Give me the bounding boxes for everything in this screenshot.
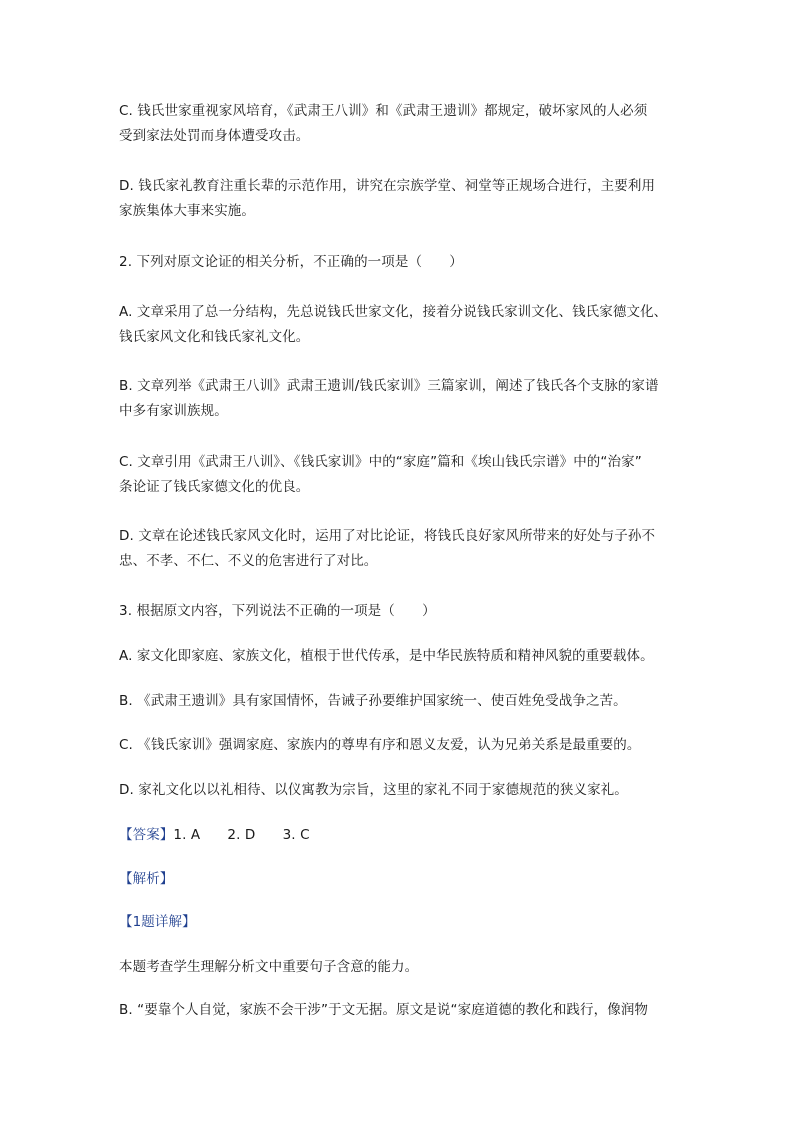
text-line: C. 《钱氏家训》强调家庭、家族内的尊卑有序和恩义友爱，认为兄弟关系是最重要的。	[119, 737, 641, 753]
detail-label: 1题详解	[132, 914, 183, 930]
text-line	[119, 823, 679, 848]
analysis-bracket-open: 【	[119, 871, 133, 887]
text-line	[119, 910, 679, 935]
text-line: B. “要靠个人自觉，家族不会干涉”于文无据。原文是说“家庭道德的教化和践行，像润物	[119, 1002, 649, 1018]
answer-line	[119, 823, 679, 848]
answer-text: 1. A 2. D 3. C	[173, 827, 310, 843]
analysis-option-b	[119, 998, 679, 1023]
q1-option-d	[119, 174, 679, 224]
text-line: 2. 下列对原文论证的相关分析，不正确的一项是（ ）	[119, 254, 463, 270]
text-line: 钱氏家风文化和钱氏家礼文化。	[119, 329, 310, 345]
answer-bracket-open: 【	[119, 827, 133, 843]
text-line: A. 家文化即家庭、家族文化，植根于世代传承，是中华民族特质和精神风貌的重要载体。	[119, 648, 654, 664]
q2-option-a	[119, 300, 679, 350]
answer-bracket-close: 】	[159, 827, 174, 843]
detail-bracket-open: 【	[119, 914, 133, 930]
text-line: D. 家礼文化以以礼相待、以仪寓教为宗旨，这里的家礼不同于家德规范的狭义家礼。	[119, 782, 628, 798]
analysis-heading	[119, 867, 679, 892]
text-line: 3. 根据原文内容，下列说法不正确的一项是（ ）	[119, 603, 436, 619]
q2-option-c	[119, 450, 679, 500]
analysis-bracket-close: 】	[159, 871, 174, 887]
q3-option-d	[119, 778, 679, 803]
text-line: 忠、不孝、不仁、不义的危害进行了对比。	[119, 553, 378, 569]
text-line: D. 文章在论述钱氏家风文化时，运用了对比论证，将钱氏良好家风所带来的好处与子孙不	[119, 528, 656, 544]
detail-bracket-close: 】	[182, 914, 196, 930]
q3-option-c	[119, 733, 679, 758]
analysis-label: 解析	[132, 871, 160, 887]
answer-label: 答案	[132, 827, 160, 843]
q3-option-b	[119, 689, 679, 714]
text-line: C. 文章引用《武肃王八训》、《钱氏家训》中的“家庭”篇和《埃山钱氏宗谱》中的“治家”	[119, 454, 642, 470]
question-2	[119, 250, 679, 275]
q2-option-b	[119, 374, 679, 424]
q2-option-d	[119, 524, 679, 574]
text-line: B. 《武肃王遗训》具有家国情怀，告诫子孙要维护国家统一、使百姓免受战争之苦。	[119, 693, 627, 709]
text-line: A. 文章采用了总一分结构，先总说钱氏世家文化，接着分说钱氏家训文化、钱氏家德文化、	[119, 304, 668, 320]
q1-option-c	[119, 99, 679, 149]
text-line: 条论证了钱氏家德文化的优良。	[119, 479, 310, 495]
detail-heading	[119, 910, 679, 935]
text-line	[119, 867, 679, 892]
question-3	[119, 599, 679, 624]
text-line: 本题考查学生理解分析文中重要句子含意的能力。	[119, 959, 419, 975]
text-line: C. 钱氏世家重视家风培育，《武肃王八训》和《武肃王遗训》都规定，破坏家风的人必须	[119, 103, 648, 119]
analysis-intro	[119, 955, 679, 980]
text-line: D. 钱氏家礼教育注重长辈的示范作用，讲究在宗族学堂、祠堂等正规场合进行，主要利用	[119, 178, 656, 194]
q3-option-a	[119, 644, 679, 669]
text-line: 中多有家训族规。	[119, 403, 228, 419]
text-line: 家族集体大事来实施。	[119, 203, 255, 219]
text-line: 受到家法处罚而身体遭受攻击。	[119, 128, 310, 144]
text-line: B. 文章列举《武肃王八训》武肃王遗训/钱氏家训》三篇家训，阐述了钱氏各个支脉的家谱	[119, 378, 659, 394]
